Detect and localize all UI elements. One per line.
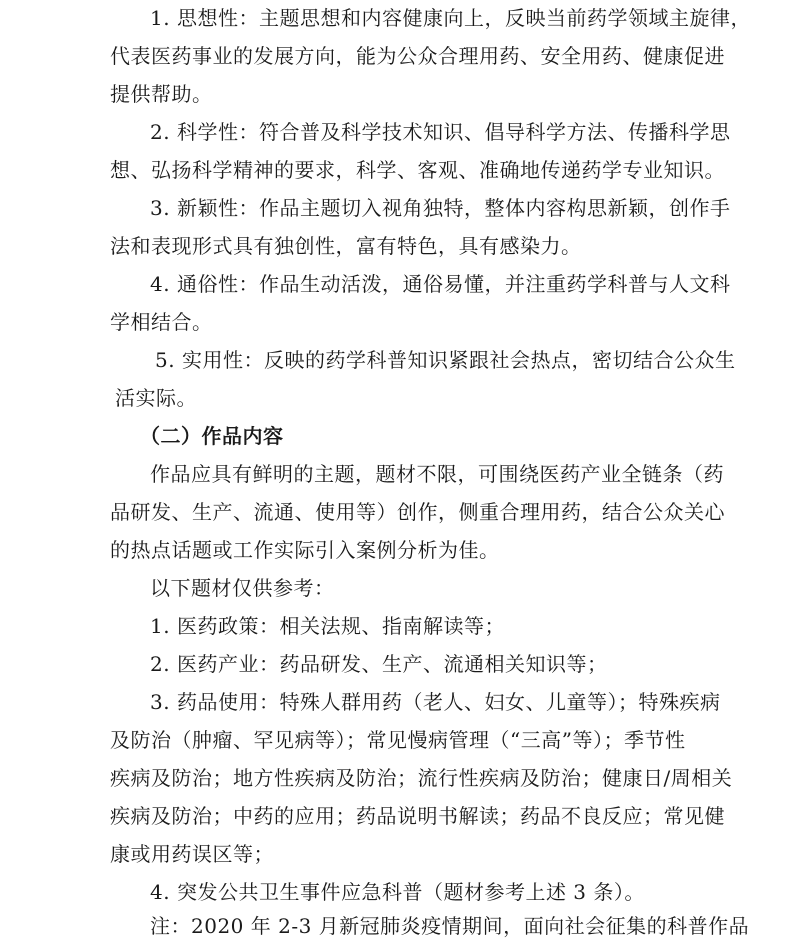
section-heading: （二）作品内容 bbox=[140, 424, 284, 448]
criterion-1-line-2: 代表医药事业的发展方向，能为公众合理用药、安全用药、健康促进 bbox=[110, 44, 725, 68]
topic-2-line-1: 2. 医药产业：药品研发、生产、流通相关知识等； bbox=[150, 652, 608, 676]
criterion-5-line-1: 5. 实用性：反映的药学科普知识紧跟社会热点，密切结合公众生 bbox=[155, 348, 736, 372]
topics-intro: 以下题材仅供参考： bbox=[150, 576, 335, 600]
criterion-5-line-2: 活实际。 bbox=[115, 386, 197, 410]
criterion-4-line-1: 4. 通俗性：作品生动活泼，通俗易懂，并注重药学科普与人文科 bbox=[150, 272, 731, 296]
criterion-2-line-1: 2. 科学性：符合普及科学技术知识、倡导科学方法、传播科学思 bbox=[150, 120, 731, 144]
topic-4-line-1: 4. 突发公共卫生事件应急科普（题材参考上述 3 条）。 bbox=[150, 880, 645, 904]
topic-3-line-1: 3. 药品使用：特殊人群用药（老人、妇女、儿童等）；特殊疾病 bbox=[150, 690, 721, 714]
topic-3-line-4: 疾病及防治；中药的应用；药品说明书解读；药品不良反应；常见健 bbox=[110, 804, 725, 828]
content-intro-line-2: 品研发、生产、流通、使用等）创作，侧重合理用药，结合公众关心 bbox=[110, 500, 725, 524]
criterion-3-line-1: 3. 新颖性：作品主题切入视角独特，整体内容构思新颖，创作手 bbox=[150, 196, 731, 220]
criterion-3-line-2: 法和表现形式具有独创性，富有特色，具有感染力。 bbox=[110, 234, 582, 258]
criterion-1-line-1: 1. 思想性：主题思想和内容健康向上，反映当前药学领域主旋律， bbox=[150, 6, 751, 30]
topic-3-line-3: 疾病及防治；地方性疾病及防治；流行性疾病及防治；健康日/周相关 bbox=[110, 766, 733, 790]
topic-3-line-2: 及防治（肿瘤、罕见病等）；常见慢病管理（“三高”等）；季节性 bbox=[110, 728, 686, 752]
topic-1-line-1: 1. 医药政策：相关法规、指南解读等； bbox=[150, 614, 505, 638]
content-intro-line-1: 作品应具有鲜明的主题，题材不限，可围绕医药产业全链条（药 bbox=[150, 462, 724, 486]
criterion-4-line-2: 学相结合。 bbox=[110, 310, 213, 334]
topic-3-line-5: 康或用药误区等； bbox=[110, 842, 274, 866]
note-line: 注：2020 年 2-3 月新冠肺炎疫情期间，面向社会征集的科普作品 bbox=[150, 914, 750, 938]
criterion-2-line-2: 想、弘扬科学精神的要求，科学、客观、准确地传递药学专业知识。 bbox=[110, 158, 725, 182]
criterion-1-line-3: 提供帮助。 bbox=[110, 82, 213, 106]
content-intro-line-3: 的热点话题或工作实际引入案例分析为佳。 bbox=[110, 538, 500, 562]
